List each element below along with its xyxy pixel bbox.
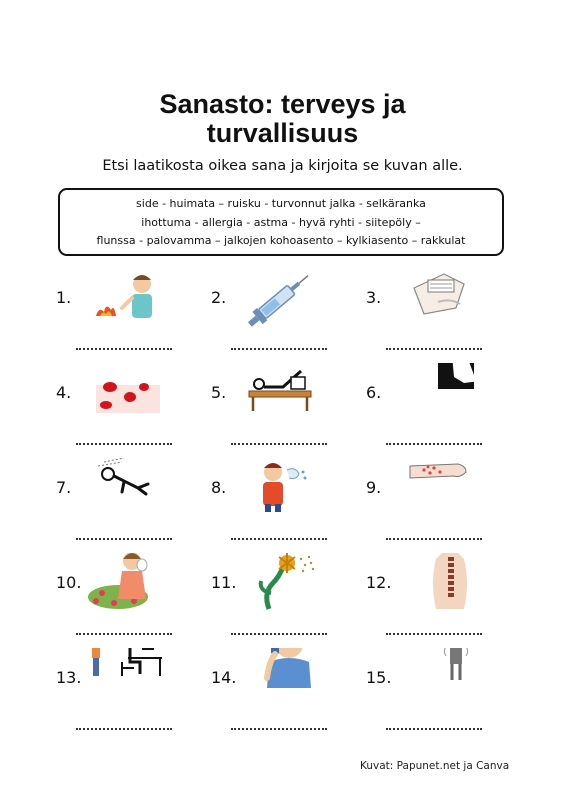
item-number: 4. <box>56 383 72 402</box>
word-box-line-3: flunssa - palovamma – jalkojen kohoasento – kylkiasento – rakkulat <box>96 234 466 247</box>
item-number: 10. <box>56 573 82 592</box>
item-number: 11. <box>211 573 237 592</box>
item-number: 3. <box>366 288 382 307</box>
exercise-item-14 <box>211 668 361 768</box>
answer-line[interactable] <box>386 633 482 635</box>
exercise-item-13 <box>56 668 206 768</box>
item-number: 12. <box>366 573 392 592</box>
recovery-position-icon <box>394 648 474 708</box>
good-posture-icon <box>84 648 164 708</box>
answer-line[interactable] <box>231 443 327 445</box>
answer-line[interactable] <box>386 538 482 540</box>
item-number: 2. <box>211 288 227 307</box>
item-number: 7. <box>56 478 72 497</box>
item-number: 5. <box>211 383 227 402</box>
answer-line[interactable] <box>76 443 172 445</box>
word-box <box>58 188 504 256</box>
burn-icon <box>84 268 164 328</box>
answer-line[interactable] <box>231 728 327 730</box>
item-number: 8. <box>211 478 227 497</box>
flu-sneeze-icon <box>239 458 319 518</box>
image-credit: Kuvat: Papunet.net ja Canva <box>360 760 510 772</box>
title-line-1: Sanasto: terveys ja <box>159 89 406 119</box>
item-number: 6. <box>366 383 382 402</box>
answer-line[interactable] <box>76 728 172 730</box>
answer-line[interactable] <box>76 348 172 350</box>
item-number: 1. <box>56 288 72 307</box>
dizziness-icon <box>84 458 164 518</box>
spine-icon <box>394 553 474 613</box>
word-box-line-1: side - huimata – ruisku - turvonnut jalka - selkäranka <box>136 197 426 210</box>
syringe-icon <box>239 268 319 328</box>
answer-line[interactable] <box>76 633 172 635</box>
blisters-icon <box>84 363 164 423</box>
answer-line[interactable] <box>386 443 482 445</box>
rash-arm-icon <box>394 458 474 518</box>
answer-line[interactable] <box>231 538 327 540</box>
item-number: 9. <box>366 478 382 497</box>
instruction-text: Etsi laatikosta oikea sana ja kirjoita se kuvan alle. <box>102 158 463 174</box>
asthma-inhaler-icon <box>239 648 319 708</box>
pollen-icon <box>239 553 319 613</box>
elevated-legs-icon <box>239 363 319 423</box>
item-number: 15. <box>366 668 392 687</box>
item-number: 14. <box>211 668 237 687</box>
exercise-item-15 <box>366 668 516 768</box>
bandage-icon <box>394 268 474 328</box>
answer-line[interactable] <box>386 728 482 730</box>
item-number: 13. <box>56 668 82 687</box>
title-line-2: turvallisuus <box>206 118 359 148</box>
word-box-line-2: ihottuma - allergia - astma - hyvä ryhti - siitepöly – <box>141 215 421 229</box>
answer-line[interactable] <box>231 348 327 350</box>
allergy-icon <box>84 553 164 613</box>
answer-line[interactable] <box>76 538 172 540</box>
answer-line[interactable] <box>386 348 482 350</box>
swollen-foot-icon <box>394 363 474 423</box>
answer-line[interactable] <box>231 633 327 635</box>
page-title <box>0 90 565 148</box>
